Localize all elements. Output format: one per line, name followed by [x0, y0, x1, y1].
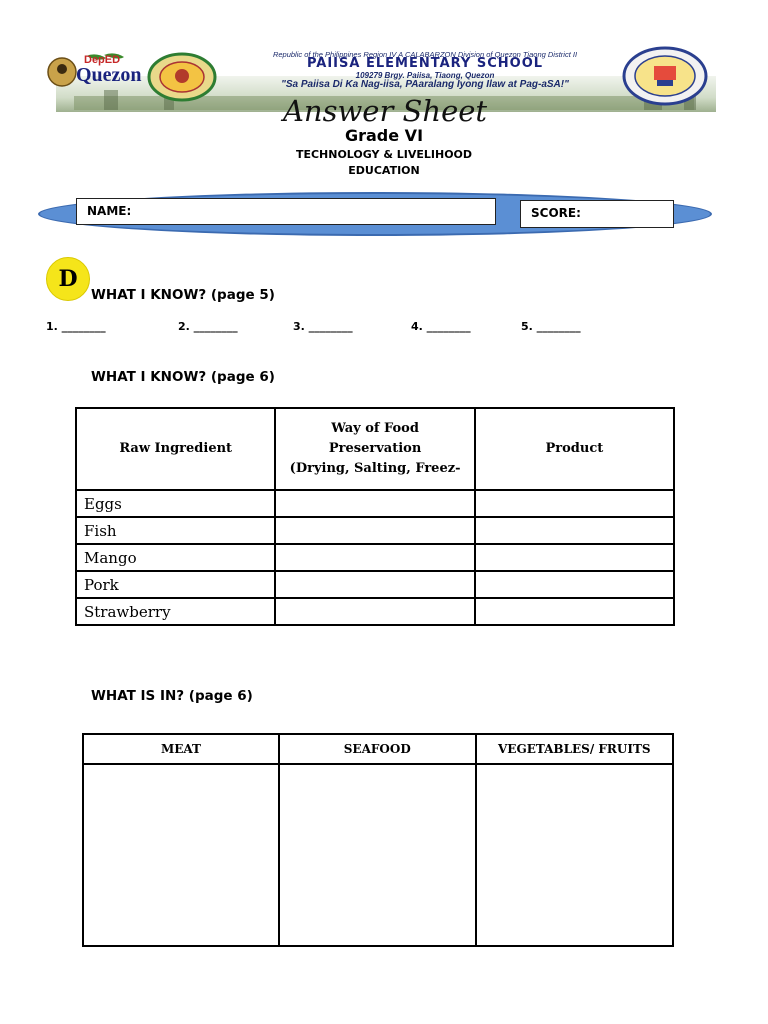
col-way-of-preservation [275, 408, 474, 490]
answer-blank-3[interactable]: 3. ________ [293, 320, 353, 333]
republic-line: Republic of the Philippines Region IV A CALABARZON Division of Quezon Tiaong District II [272, 50, 578, 59]
ingredient-cell: Strawberry [76, 598, 275, 625]
table-row [83, 764, 673, 946]
answer-cell[interactable] [475, 598, 674, 625]
district-seal-icon [146, 52, 218, 102]
section-badge: D [46, 257, 90, 301]
col-product: Product [475, 408, 674, 490]
ingredient-cell: Fish [76, 517, 275, 544]
grade-level: Grade VI [344, 126, 424, 145]
answer-cell[interactable] [275, 571, 474, 598]
answer-cell[interactable] [275, 544, 474, 571]
col-vegetables-fruits: VEGETABLES/ FRUITS [476, 734, 673, 764]
answer-cell[interactable] [83, 764, 279, 946]
school-address: 109279 Brgy. Paiisa, Tiaong, Quezon [355, 71, 495, 80]
table-row [76, 517, 674, 544]
deped-quezon-logo [46, 52, 142, 92]
answer-blank-2[interactable]: 2. ________ [178, 320, 238, 333]
subject-line-1: TECHNOLOGY & LIVELIHOOD [295, 148, 473, 161]
answer-cell[interactable] [475, 490, 674, 517]
name-label: NAME: [87, 204, 132, 218]
answer-cell[interactable] [476, 764, 673, 946]
col-meat: MEAT [83, 734, 279, 764]
school-name: PAIISA ELEMENTARY SCHOOL [306, 56, 544, 71]
ingredient-cell: Mango [76, 544, 275, 571]
answer-blank-5[interactable]: 5. ________ [521, 320, 581, 333]
answer-blank-4[interactable]: 4. ________ [411, 320, 471, 333]
table-row [76, 490, 674, 517]
col-raw-ingredient: Raw Ingredient [76, 408, 275, 490]
table-header-row [83, 734, 673, 764]
answer-sheet-title: Answer Sheet [282, 94, 488, 128]
preservation-table [75, 407, 675, 626]
ingredient-cell: Eggs [76, 490, 275, 517]
table-row [76, 544, 674, 571]
score-label: SCORE: [531, 206, 581, 220]
ingredient-cell: Pork [76, 571, 275, 598]
table-row [76, 598, 674, 625]
answer-cell[interactable] [475, 517, 674, 544]
score-field[interactable] [520, 200, 674, 228]
quezon-logo-text: Quezon [76, 64, 142, 86]
table-header-row [76, 408, 674, 490]
table-row [76, 571, 674, 598]
what-is-in-heading: WHAT IS IN? (page 6) [91, 688, 253, 704]
subject-line-2: EDUCATION [348, 164, 420, 177]
col2-line-1: Way of Food [331, 421, 419, 436]
answer-blank-1[interactable]: 1. ________ [46, 320, 106, 333]
answer-cell[interactable] [475, 544, 674, 571]
col2-line-3: (Drying, Salting, Freez- [289, 461, 461, 476]
answer-cell[interactable] [275, 598, 474, 625]
classification-table [82, 733, 674, 947]
col2-line-2: Preservation [328, 441, 422, 456]
deped-caption: DepED [84, 54, 121, 66]
name-field[interactable] [76, 198, 496, 225]
answer-cell[interactable] [475, 571, 674, 598]
answer-cell[interactable] [275, 490, 474, 517]
answer-cell[interactable] [279, 764, 476, 946]
col-seafood: SEAFOOD [279, 734, 476, 764]
what-i-know-p5-heading: WHAT I KNOW? (page 5) [91, 287, 275, 303]
school-motto: "Sa Paiisa Di Ka Nag-iisa, PAaralang Iyong Ilaw at Pag-aSA!" [281, 79, 569, 90]
what-i-know-p6-heading: WHAT I KNOW? (page 6) [91, 369, 275, 385]
answer-cell[interactable] [275, 517, 474, 544]
